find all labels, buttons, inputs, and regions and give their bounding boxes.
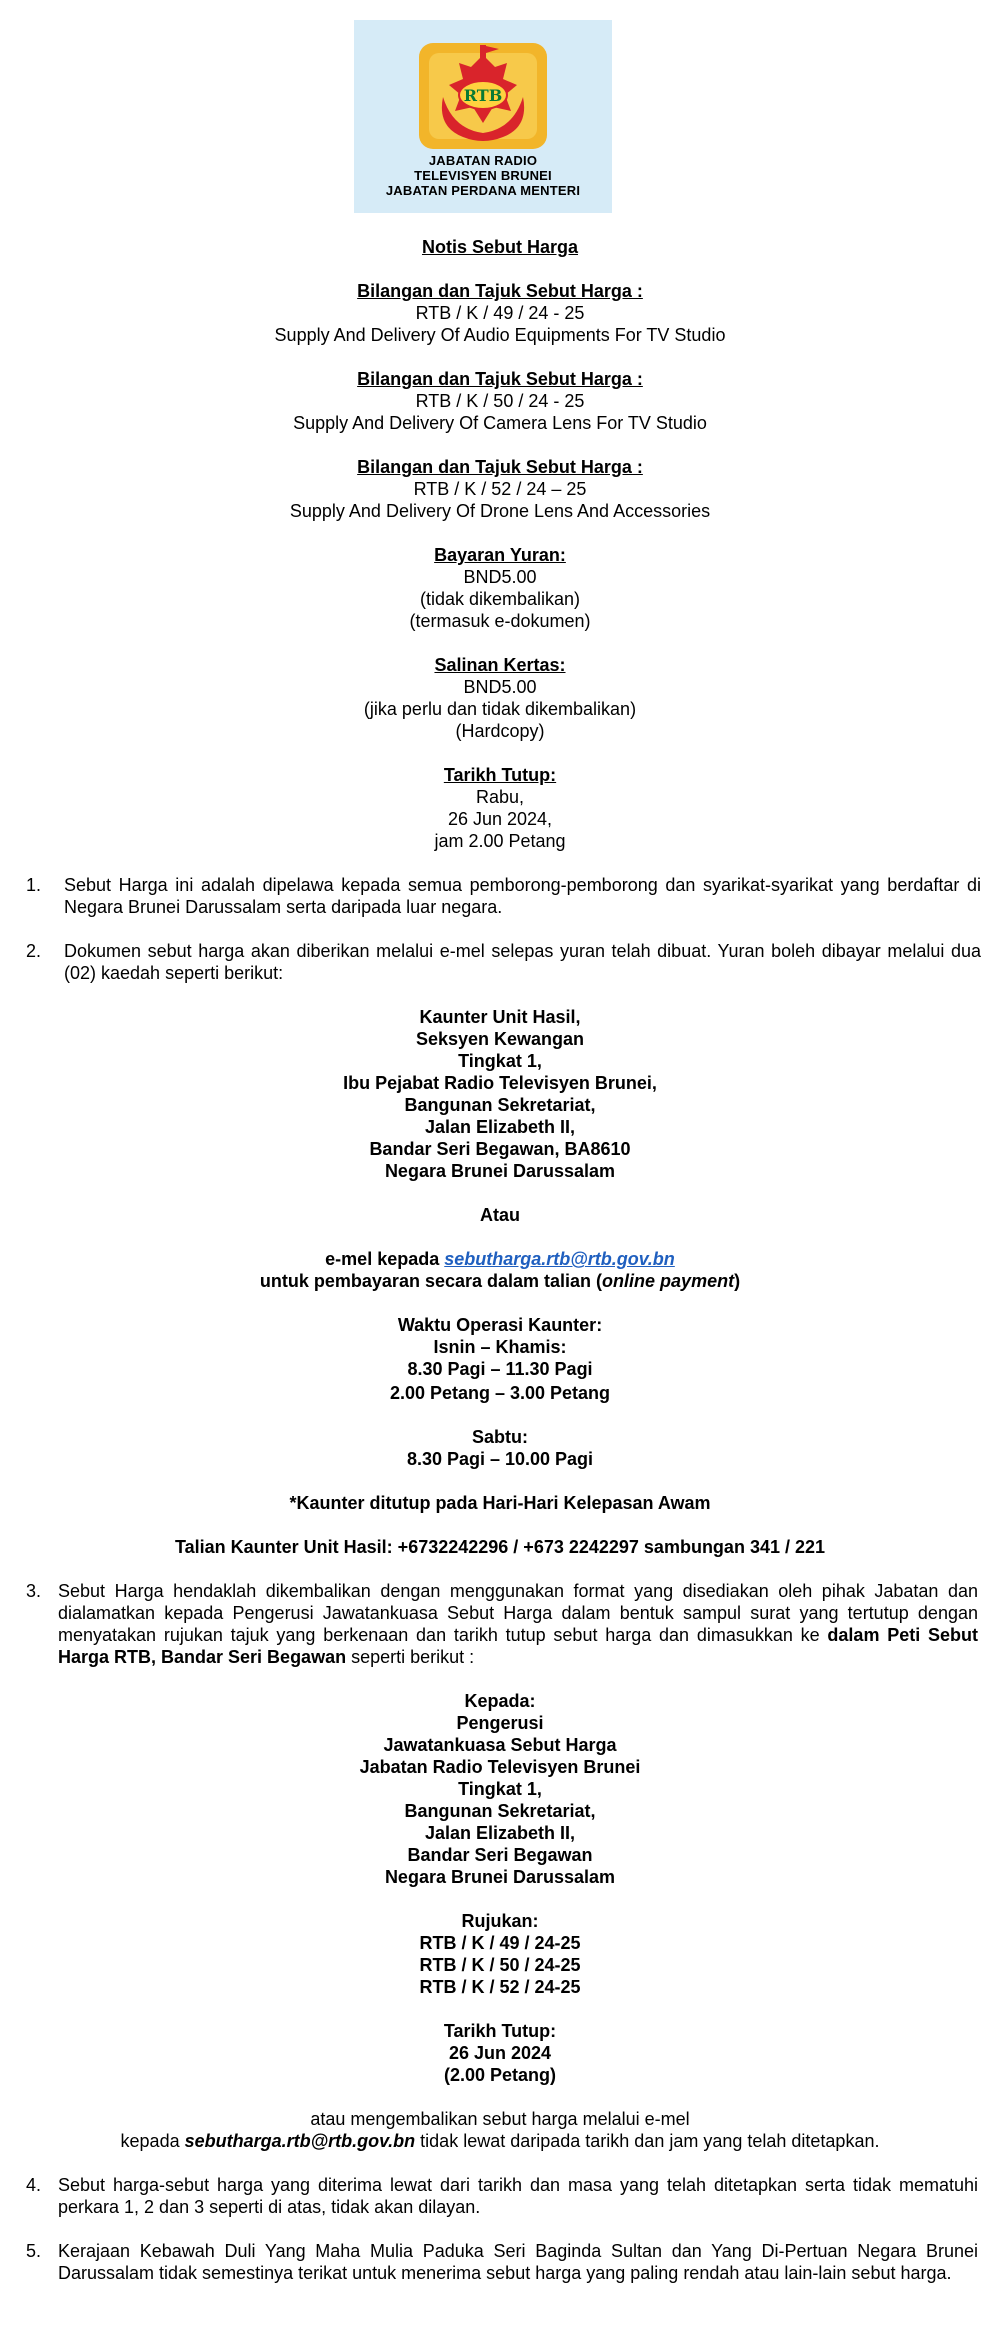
tender-heading: Bilangan dan Tajuk Sebut Harga : bbox=[357, 369, 643, 389]
tender-ref: RTB / K / 49 / 24 - 25 bbox=[415, 303, 585, 323]
return-email-line-1: atau mengembalikan sebut harga melalui e-mel bbox=[310, 2109, 690, 2129]
online-italic: online payment bbox=[602, 1271, 735, 1291]
hours-heading: Waktu Operasi Kaunter: bbox=[397, 1315, 603, 1335]
item-1-text: Sebut Harga ini adalah dipelawa kepada semua pemborong-pemborong dan syarikat-syarikat yang berdaftar di Negara Brunei Darussalam serta daripada luar negara. bbox=[64, 875, 981, 917]
reference-item: RTB / K / 52 / 24-25 bbox=[419, 1977, 581, 1997]
tender-ref: RTB / K / 50 / 24 - 25 bbox=[415, 391, 585, 411]
address-line: Bangunan Sekretariat, bbox=[404, 1095, 596, 1115]
recipient-line: Pengerusi bbox=[456, 1713, 544, 1733]
hours-weekday-label: Isnin – Khamis: bbox=[433, 1337, 567, 1357]
fee-amount: BND5.00 bbox=[463, 567, 537, 587]
hours-weekday-am: 8.30 Pagi – 11.30 Pagi bbox=[407, 1359, 593, 1379]
recipient-line: Bangunan Sekretariat, bbox=[404, 1801, 596, 1821]
paper-heading: Salinan Kertas: bbox=[434, 655, 566, 675]
references-heading: Rujukan: bbox=[461, 1911, 539, 1931]
closing2-date: 26 Jun 2024 bbox=[448, 2043, 552, 2063]
recipient-line: Negara Brunei Darussalam bbox=[384, 1867, 616, 1887]
return-email-prefix: kepada bbox=[120, 2131, 185, 2151]
tender-heading: Bilangan dan Tajuk Sebut Harga : bbox=[357, 281, 643, 301]
hours-weekday-pm: 2.00 Petang – 3.00 Petang bbox=[389, 1383, 611, 1403]
return-email-line-2 bbox=[0, 2130, 1000, 2152]
recipient-line: Kepada: bbox=[464, 1691, 536, 1711]
online-prefix: untuk pembayaran secara dalam talian ( bbox=[259, 1271, 603, 1291]
item-4-text: Sebut harga-sebut harga yang diterima lewat dari tarikh dan masa yang telah ditetapkan serta tidak mematuhi perkara 1, 2 dan 3 seperti di atas, tidak akan dilayan. bbox=[58, 2175, 978, 2217]
closing-date: 26 Jun 2024, bbox=[447, 809, 553, 829]
tender-desc: Supply And Delivery Of Camera Lens For TV Studio bbox=[293, 413, 707, 433]
item-number: 1. bbox=[26, 875, 42, 895]
fee-heading: Bayaran Yuran: bbox=[434, 545, 566, 565]
rtb-logo bbox=[354, 20, 612, 213]
fee-note: (tidak dikembalikan) bbox=[419, 589, 581, 609]
return-email-address[interactable]: sebutharga.rtb@rtb.gov.bn bbox=[184, 2131, 416, 2151]
email-prefix: e-mel kepada bbox=[325, 1249, 445, 1269]
recipient-line: Jawatankuasa Sebut Harga bbox=[383, 1735, 617, 1755]
address-line: Seksyen Kewangan bbox=[415, 1029, 585, 1049]
address-line: Kaunter Unit Hasil, bbox=[419, 1007, 581, 1027]
return-email-suffix: tidak lewat daripada tarikh dan jam yang telah ditetapkan. bbox=[415, 2131, 880, 2151]
email-line bbox=[0, 1248, 1000, 1270]
closing2-time: (2.00 Petang) bbox=[443, 2065, 557, 2085]
item-3-text-a: Sebut Harga hendaklah dikembalikan dengan menggunakan format yang disediakan oleh pihak Jabatan dan dialamatkan kepada Pengerusi Jawatankuasa Sebut Harga dalam bentuk sampul surat yang tertutup dengan menyatakan rujukan tajuk yang berkenaan dan tarikh tutup sebut harga dan dimasukkan ke bbox=[58, 1581, 978, 1645]
recipient-line: Jalan Elizabeth II, bbox=[424, 1823, 576, 1843]
tender-desc: Supply And Delivery Of Drone Lens And Accessories bbox=[289, 501, 711, 521]
paper-amount: BND5.00 bbox=[463, 677, 537, 697]
logo-line-2: TELEVISYEN BRUNEI bbox=[414, 168, 552, 183]
item-number: 2. bbox=[26, 941, 42, 961]
address-line: Tingkat 1, bbox=[458, 1051, 542, 1071]
closing-heading: Tarikh Tutup: bbox=[443, 765, 557, 785]
email-link[interactable]: sebutharga.rtb@rtb.gov.bn bbox=[444, 1249, 675, 1269]
paper-note: (jika perlu dan tidak dikembalikan) bbox=[363, 699, 637, 719]
recipient-line: Bandar Seri Begawan bbox=[407, 1845, 593, 1865]
address-line: Ibu Pejabat Radio Televisyen Brunei, bbox=[343, 1073, 657, 1093]
reference-item: RTB / K / 49 / 24-25 bbox=[419, 1933, 581, 1953]
item-number: 3. bbox=[26, 1581, 42, 1601]
closing-time: jam 2.00 Petang bbox=[434, 831, 566, 851]
item-number: 5. bbox=[26, 2241, 42, 2261]
recipient-line: Tingkat 1, bbox=[458, 1779, 542, 1799]
tender-ref: RTB / K / 52 / 24 – 25 bbox=[413, 479, 587, 499]
online-payment-line bbox=[0, 1270, 1000, 1292]
holiday-note: *Kaunter ditutup pada Hari-Hari Kelepasan Awam bbox=[289, 1493, 711, 1513]
closing-day: Rabu, bbox=[475, 787, 525, 807]
closing2-heading: Tarikh Tutup: bbox=[443, 2021, 557, 2041]
item-3-text-c: seperti berikut : bbox=[346, 1647, 475, 1667]
tender-heading: Bilangan dan Tajuk Sebut Harga : bbox=[357, 457, 643, 477]
recipient-line: Jabatan Radio Televisyen Brunei bbox=[359, 1757, 641, 1777]
address-line: Jalan Elizabeth II, bbox=[424, 1117, 576, 1137]
item-number: 4. bbox=[26, 2175, 42, 2195]
item-2-text: Dokumen sebut harga akan diberikan melalui e-mel selepas yuran telah dibuat. Yuran boleh dibayar melalui dua (02) kaedah seperti berikut: bbox=[64, 941, 981, 983]
address-line: Negara Brunei Darussalam bbox=[384, 1161, 616, 1181]
hours-sat-label: Sabtu: bbox=[472, 1427, 528, 1447]
address-line: Bandar Seri Begawan, BA8610 bbox=[369, 1139, 631, 1159]
counter-phone: Talian Kaunter Unit Hasil: +6732242296 / +673 2242297 sambungan 341 / 221 bbox=[174, 1537, 826, 1557]
rtb-emblem-icon bbox=[413, 37, 553, 155]
paper-note: (Hardcopy) bbox=[455, 721, 545, 741]
svg-text:RTB: RTB bbox=[463, 86, 503, 105]
item-3-text-bold: dalam Peti Sebut Harga RTB, Bandar Seri Begawan bbox=[58, 1625, 978, 1667]
notice-title: Notis Sebut Harga bbox=[421, 237, 579, 257]
item-3-text bbox=[58, 1580, 978, 1668]
logo-line-3: JABATAN PERDANA MENTERI bbox=[385, 183, 581, 198]
hours-sat-time: 8.30 Pagi – 10.00 Pagi bbox=[406, 1449, 594, 1469]
reference-item: RTB / K / 50 / 24-25 bbox=[419, 1955, 581, 1975]
fee-note: (termasuk e-dokumen) bbox=[409, 611, 591, 631]
tender-desc: Supply And Delivery Of Audio Equipments For TV Studio bbox=[274, 325, 726, 345]
online-suffix: ) bbox=[734, 1271, 741, 1291]
atau-label: Atau bbox=[480, 1205, 520, 1225]
item-5-text: Kerajaan Kebawah Duli Yang Maha Mulia Paduka Seri Baginda Sultan dan Yang Di-Pertuan Negara Brunei Darussalam tidak semestinya terikat untuk menerima sebut harga yang paling rendah atau lain-lain sebut harga. bbox=[58, 2241, 978, 2283]
logo-line-1: JABATAN RADIO bbox=[428, 153, 538, 168]
